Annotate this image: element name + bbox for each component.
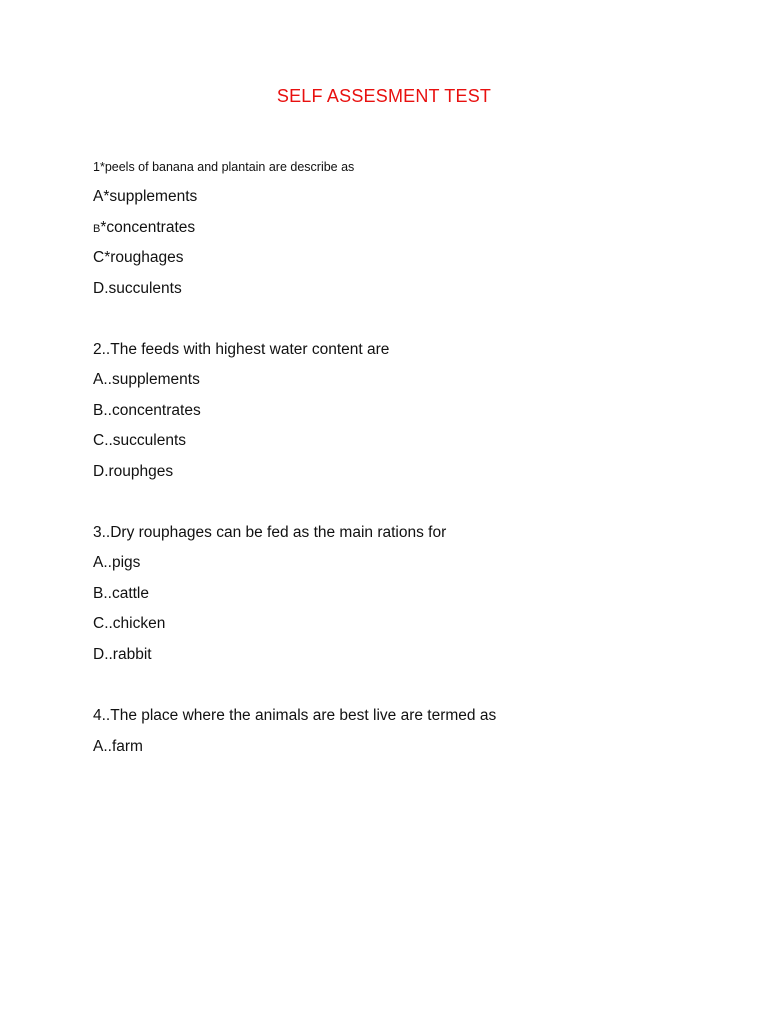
question-3-option-c: C..chicken [93,615,166,632]
question-2-prompt: 2..The feeds with highest water content are [93,341,390,358]
question-4-option-a: A..farm [93,738,143,755]
question-2-option-a: A..supplements [93,371,200,388]
question-1-prompt: 1*peels of banana and plantain are describe as [93,160,355,174]
question-1-option-c: C*roughages [93,249,184,266]
question-1-option-b-text: *concentrates [100,219,196,236]
question-2-option-d: D.rouphges [93,463,174,480]
question-1-option-a: A*supplements [93,188,198,205]
page-title: SELF ASSESMENT TEST [276,86,492,106]
question-1-option-d: D.succulents [93,280,182,297]
question-2-option-b: B..concentrates [93,402,201,419]
question-1-option-b-prefix: B [93,223,101,235]
question-2-option-c: C..succulents [93,432,187,449]
question-1-option-b [93,219,195,237]
question-3-option-d: D..rabbit [93,646,152,663]
question-3-option-a: A..pigs [93,554,141,571]
question-3-option-b: B..cattle [93,585,149,602]
question-3-prompt: 3..Dry rouphages can be fed as the main rations for [93,524,447,541]
question-4-prompt: 4..The place where the animals are best live are termed as [93,707,497,724]
